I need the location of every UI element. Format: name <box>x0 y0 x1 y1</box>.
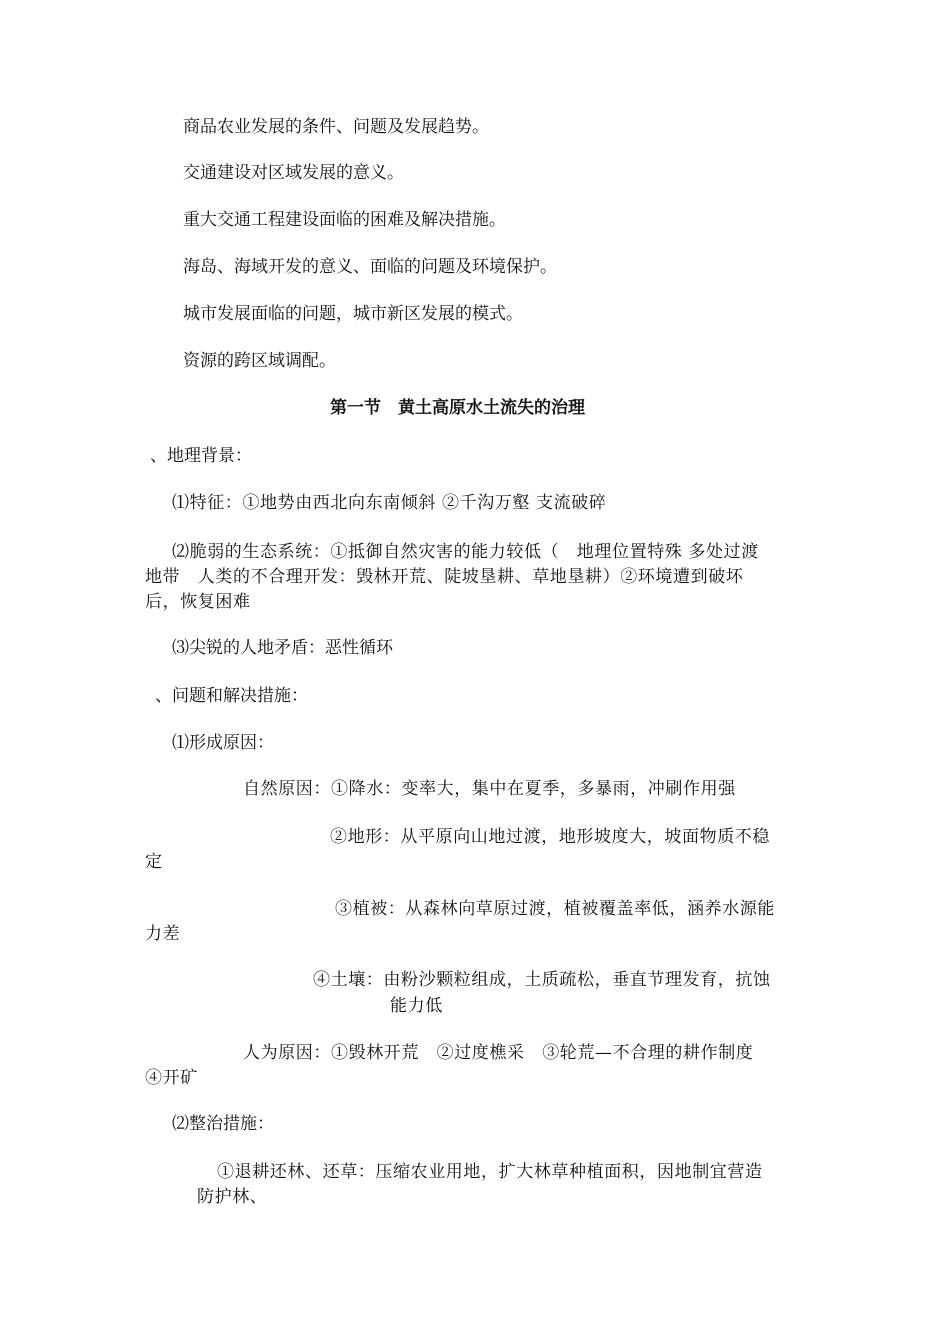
part1-item2-line1: ⑵脆弱的生态系统：①抵御自然灾害的能力较低（ 地理位置特殊 多处过渡 <box>172 542 759 562</box>
human-cause-line2: ④开矿 <box>145 1068 198 1088</box>
part1-item2-line3: 后，恢复困难 <box>145 592 251 612</box>
natural-cause-4-line2: 能力低 <box>390 996 443 1016</box>
part1-heading: 、地理背景： <box>150 446 252 466</box>
intro-line-4: 海岛、海域开发的意义、面临的问题及环境保护。 <box>183 257 557 277</box>
section-title: 第一节 黄土高原水土流失的治理 <box>330 398 585 418</box>
measure-1-line2: 防护林、 <box>197 1187 268 1207</box>
measure-heading: ⑵整治措施： <box>172 1114 274 1134</box>
measure-1-line1: ①退耕还林、还草：压缩农业用地，扩大林草种植面积，因地制宜营造 <box>217 1162 763 1182</box>
human-cause-line1: 人为原因：①毁林开荒 ②过度樵采 ③轮荒—不合理的耕作制度 <box>243 1043 754 1063</box>
intro-line-2: 交通建设对区域发展的意义。 <box>183 163 404 183</box>
cause-heading: ⑴形成原因： <box>172 733 274 753</box>
part2-heading: 、问题和解决措施： <box>155 686 308 706</box>
part1-item2-line2: 地带 人类的不合理开发：毁林开荒、陡坡垦耕、草地垦耕）②环境遭到破坏 <box>145 567 744 587</box>
natural-cause-4-line1: ④土壤：由粉沙颗粒组成，土质疏松，垂直节理发育，抗蚀 <box>313 970 771 990</box>
natural-cause-1: 自然原因：①降水：变率大，集中在夏季，多暴雨，冲刷作用强 <box>243 779 736 799</box>
natural-cause-3-line2: 力差 <box>145 924 181 944</box>
intro-line-1: 商品农业发展的条件、问题及发展趋势。 <box>183 117 489 137</box>
intro-line-3: 重大交通工程建设面临的困难及解决措施。 <box>183 210 506 230</box>
part1-item1: ⑴特征：①地势由西北向东南倾斜 ②千沟万壑 支流破碎 <box>172 493 607 513</box>
intro-line-5: 城市发展面临的问题，城市新区发展的模式。 <box>183 304 523 324</box>
part1-item3: ⑶尖锐的人地矛盾：恶性循环 <box>172 638 393 658</box>
natural-cause-2-line2: 定 <box>145 852 163 872</box>
natural-cause-3-line1: ③植被：从森林向草原过渡，植被覆盖率低，涵养水源能 <box>335 899 775 919</box>
intro-line-6: 资源的跨区域调配。 <box>183 351 336 371</box>
natural-cause-2-line1: ②地形：从平原向山地过渡，地形坡度大，坡面物质不稳 <box>330 827 770 847</box>
